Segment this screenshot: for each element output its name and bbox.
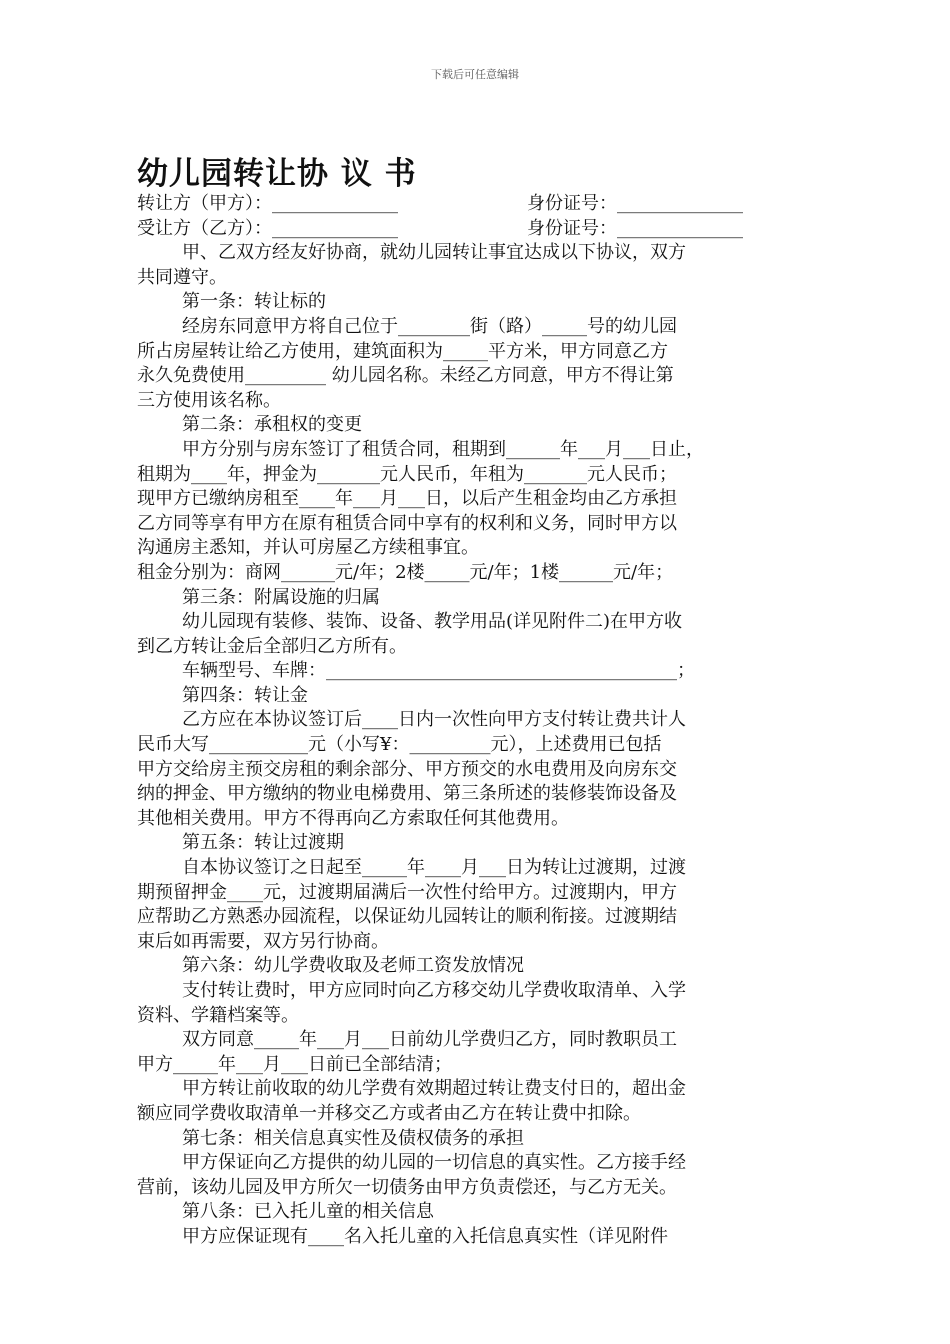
paragraph-line: 纳的押金、甲方缴纳的物业电梯费用、第三条所述的装修装饰设备及 (137, 783, 677, 805)
paragraph-line: 到乙方转让金后全部归乙方所有。 (137, 635, 407, 657)
paragraph-line: 甲方_____年___月___日前已全部结清； (137, 1053, 452, 1075)
party-a-row (137, 192, 817, 217)
party-b-name-blank: ______________ (272, 217, 398, 239)
paragraph-line: 第六条：幼儿学费收取及老师工资发放情况 (182, 955, 524, 977)
paragraph-line: 双方同意_____年___月___日前幼儿学费归乙方，同时教职员工 (182, 1029, 677, 1051)
paragraph-line: 甲方分别与房东签订了租赁合同，租期到______年___月___日止， (182, 438, 704, 460)
paragraph-line: 现甲方已缴纳房租至____年___月___日，以后产生租金均由乙方承担 (137, 488, 677, 510)
paragraph-line: 自本协议签订之日起至_____年____月___日为转让过渡期，过渡 (182, 857, 686, 879)
document-body (137, 192, 817, 1250)
paragraph-line: 幼儿园现有装修、装饰、设备、教学用品(详见附件二)在甲方收 (182, 611, 683, 633)
party-a-id-blank: ______________ (617, 193, 743, 214)
document-title: 幼儿园转让协 议 书 (137, 156, 417, 192)
paragraph-line: 乙方应在本协议签订后____日内一次性向甲方支付转让费共计人 (182, 709, 686, 731)
paragraph-line: 甲、乙双方经友好协商，就幼儿园转让事宜达成以下协议，双方 (182, 242, 686, 264)
paragraph-line: 应帮助乙方熟悉办园流程，以保证幼儿园转让的顺利衔接。过渡期结 (137, 906, 677, 928)
paragraph-line: 共同遵守。 (137, 266, 227, 288)
party-b-id-blank: ______________ (617, 217, 743, 239)
party-b-label: 受让方（乙方）： (137, 217, 272, 239)
paragraph-line: 第七条：相关信息真实性及债权债务的承担 (182, 1127, 524, 1149)
party-b-row (137, 217, 817, 242)
party-a-name-blank: ______________ (272, 193, 398, 214)
paragraph-line: 沟通房主悉知，并认可房屋乙方续租事宜。 (137, 537, 479, 559)
paragraph-line: 第二条：承租权的变更 (182, 414, 362, 436)
paragraph-line: 其他相关费用。甲方不得再向乙方索取任何其他费用。 (137, 807, 569, 829)
paragraph-line: 第五条：转让过渡期 (182, 832, 344, 854)
paragraph-line: 甲方保证向乙方提供的幼儿园的一切信息的真实性。乙方接手经 (182, 1152, 686, 1174)
paragraph-line: 期预留押金____元，过渡期届满后一次性付给甲方。过渡期内，甲方 (137, 881, 677, 903)
body-lines (137, 241, 817, 1249)
paragraph-line: 第一条：转让标的 (182, 291, 326, 313)
paragraph-line: 民币大写___________元（小写¥：_________元），上述费用已包括 (137, 734, 662, 756)
paragraph-line: 所占房屋转让给乙方使用，建筑面积为_____平方米，甲方同意乙方 (137, 340, 668, 362)
paragraph-line: 第三条：附属设施的归属 (182, 586, 380, 608)
party-b-id-label: 身份证号： (527, 217, 617, 239)
party-a-id-label: 身份证号： (527, 193, 617, 214)
paragraph-line: 甲方转让前收取的幼儿学费有效期超过转让费支付日的，超出金 (182, 1078, 686, 1100)
paragraph-line: 经房东同意甲方将自己位于________街（路）_____号的幼儿园 (182, 315, 677, 337)
paragraph-line: 三方使用该名称。 (137, 389, 281, 411)
paragraph-line: 甲方应保证现有____名入托儿童的入托信息真实性（详见附件 (182, 1225, 668, 1247)
paragraph-line: 资料、学籍档案等。 (137, 1004, 299, 1026)
header-note: 下载后可任意编辑 (431, 68, 519, 81)
party-a-label: 转让方（甲方）： (137, 193, 272, 214)
paragraph-line: 额应同学费收取清单一并移交乙方或者由乙方在转让费中扣除。 (137, 1102, 641, 1124)
paragraph-line: 第四条：转让金 (182, 684, 308, 706)
paragraph-line: 乙方同等享有甲方在原有租赁合同中享有的权利和义务，同时甲方以 (137, 512, 677, 534)
paragraph-line: 永久免费使用_________ 幼儿园名称。未经乙方同意，甲方不得让第 (137, 365, 674, 387)
paragraph-line: 车辆型号、车牌：_______________________________________； (182, 660, 695, 682)
paragraph-line: 束后如再需要，双方另行协商。 (137, 930, 389, 952)
paragraph-line: 租金分别为：商网______元/年；2楼_____元/年；1楼______元/年； (137, 561, 674, 583)
paragraph-line: 租期为____年，押金为_______元人民币，年租为_______元人民币； (137, 463, 677, 485)
paragraph-line: 营前，该幼儿园及甲方所欠一切债务由甲方负责偿还，与乙方无关。 (137, 1176, 677, 1198)
paragraph-line: 支付转让费时，甲方应同时向乙方移交幼儿学费收取清单、入学 (182, 980, 686, 1001)
paragraph-line: 甲方交给房主预交房租的剩余部分、甲方预交的水电费用及向房东交 (137, 758, 677, 780)
paragraph-line: 第八条：已入托儿童的相关信息 (182, 1201, 434, 1223)
